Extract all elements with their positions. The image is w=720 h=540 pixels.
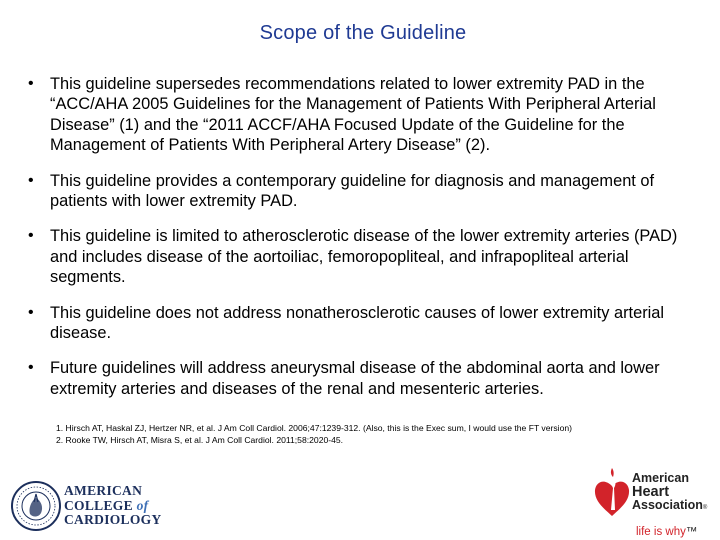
acc-line-1: AMERICAN <box>64 483 143 498</box>
bullet-marker: • <box>28 303 34 321</box>
bullet-item <box>28 303 708 344</box>
aha-tagline <box>636 526 697 538</box>
acc-college: COLLEGE <box>64 497 133 513</box>
aha-logo <box>592 462 720 540</box>
bullet-text: This guideline supersedes recommendations related to lower extremity PAD in the “ACC/AHA 2005 Guidelines for the Management of Patients With Peripheral Arterial Disease” (1) and the “2011 ACCF/AHA Focused Update of the Guideline for the Management of Patients With Peripheral Artery Disease” (2). <box>50 75 656 155</box>
aha-tagline-tm: ™ <box>685 526 698 538</box>
acc-wordmark <box>64 484 162 528</box>
acc-logo <box>10 480 160 532</box>
acc-of: of <box>136 497 149 513</box>
aha-wordmark <box>632 472 707 516</box>
slide-title: Scope of the Guideline <box>259 22 467 44</box>
aha-line-1: American <box>632 471 689 485</box>
bullet-text: This guideline does not address nonatherosclerotic causes of lower extremity arterial disease. <box>50 303 665 343</box>
aha-registered-mark: ® <box>702 505 708 511</box>
bullet-text: This guideline provides a contemporary guideline for diagnosis and management of patients with lower extremity PAD. <box>50 171 655 211</box>
aha-heart-torch-icon <box>592 466 632 520</box>
bullet-item <box>28 358 708 399</box>
bullet-marker: • <box>28 359 34 377</box>
acc-line-2 <box>64 499 162 514</box>
reference-1: 1. Hirsch AT, Haskal ZJ, Hertzer NR, et al. J Am Coll Cardiol. 2006;47:1239-312. (Also, this is the Exec sum, I would use the FT version) <box>56 423 572 433</box>
bullet-list <box>28 74 708 414</box>
bullet-marker: • <box>28 227 34 245</box>
references <box>56 422 716 446</box>
bullet-item <box>28 226 708 287</box>
bullet-item <box>28 171 708 212</box>
acc-line-3: CARDIOLOGY <box>64 512 162 528</box>
bullet-marker: • <box>28 75 34 92</box>
bullet-text: Future guidelines will address aneurysmal disease of the abdominal aorta and lower extremity arteries and diseases of the renal and mesenteric arteries. <box>50 359 660 398</box>
bullet-marker: • <box>28 171 34 189</box>
aha-line-2: Heart <box>632 483 670 500</box>
bullet-item <box>28 74 708 156</box>
aha-tagline-text: life is why <box>636 526 686 538</box>
bullet-text: This guideline is limited to atherosclerotic disease of the lower extremity arteries (PAD) and includes disease of the aortoiliac, femoropopliteal, and infrapopliteal arterial segments. <box>50 227 678 287</box>
aha-association: Association <box>632 498 703 512</box>
aha-line-3 <box>632 499 707 516</box>
reference-2: 2. Rooke TW, Hirsch AT, Misra S, et al. J Am Coll Cardiol. 2011;58:2020-45. <box>56 435 344 445</box>
acc-seal-icon <box>10 480 62 532</box>
